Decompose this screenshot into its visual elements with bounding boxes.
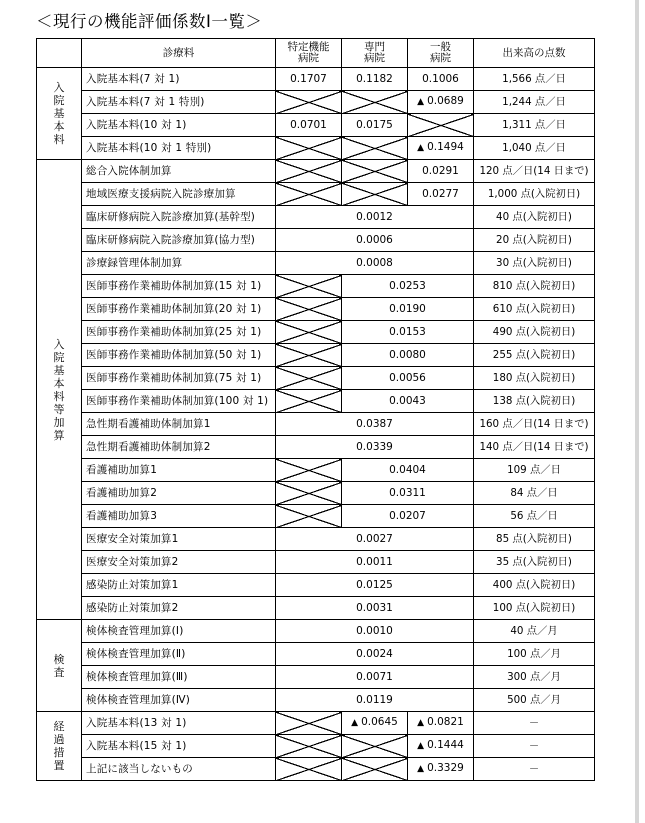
not-applicable-cell [276,91,342,114]
category-cell [37,712,82,781]
value-all: 0.0119 [276,689,474,712]
points-cell: － [474,758,595,781]
row-name: 上記に該当しないもの [82,758,276,781]
table-row [37,390,595,413]
triangle-mark: ▲ [417,143,425,153]
table-row [37,137,595,160]
header-senmon: 専門 病院 [342,39,408,68]
row-name: 入院基本料(7 対 1) [82,68,276,91]
table-row [37,91,595,114]
not-applicable-cell [342,758,408,781]
row-name: 検体検査管理加算(Ⅰ) [82,620,276,643]
not-applicable-cell [276,183,342,206]
value-all: 0.0387 [276,413,474,436]
value-senmon-ippan: 0.0043 [342,390,474,413]
table-row [37,413,595,436]
points-cell: 120 点／日(14 日まで) [474,160,595,183]
not-applicable-cell [276,321,342,344]
triangle-mark: ▲ [417,741,425,751]
table-row [37,528,595,551]
not-applicable-cell [342,735,408,758]
value-all: 0.0008 [276,252,474,275]
value-tokutei: 0.0701 [276,114,342,137]
points-cell: 56 点／日 [474,505,595,528]
table-row [37,689,595,712]
triangle-mark: ▲ [351,718,359,728]
table-row [37,114,595,137]
points-cell: 500 点／月 [474,689,595,712]
table-row [37,252,595,275]
not-applicable-cell [276,712,342,735]
row-name: 医師事務作業補助体制加算(50 対 1) [82,344,276,367]
header-points: 出来高の点数 [474,39,595,68]
table-row [37,551,595,574]
points-cell: 1,244 点／日 [474,91,595,114]
points-cell: 138 点(入院初日) [474,390,595,413]
triangle-mark: ▲ [417,97,425,107]
row-name: 臨床研修病院入院診療加算(協力型) [82,229,276,252]
value-all: 0.0006 [276,229,474,252]
points-cell: － [474,712,595,735]
not-applicable-cell [276,298,342,321]
row-name: 入院基本料(7 対 1 特別) [82,91,276,114]
row-name: 医師事務作業補助体制加算(25 対 1) [82,321,276,344]
not-applicable-cell [276,390,342,413]
points-cell: 20 点(入院初日) [474,229,595,252]
table-row [37,574,595,597]
not-applicable-cell [276,137,342,160]
table-row [37,206,595,229]
row-name: 診療録管理体制加算 [82,252,276,275]
category-label: 検査 [53,652,65,679]
points-cell: 1,311 点／日 [474,114,595,137]
points-cell: 100 点(入院初日) [474,597,595,620]
value-ippan: ▲ 0.1444 [408,735,474,758]
points-cell: 30 点(入院初日) [474,252,595,275]
value-ippan: 0.1006 [408,68,474,91]
not-applicable-cell [276,344,342,367]
value-senmon-ippan: 0.0190 [342,298,474,321]
category-cell [37,160,82,620]
points-cell: 300 点／月 [474,666,595,689]
value-all: 0.0071 [276,666,474,689]
row-name: 医療安全対策加算1 [82,528,276,551]
points-cell: 400 点(入院初日) [474,574,595,597]
points-cell: 490 点(入院初日) [474,321,595,344]
value-all: 0.0125 [276,574,474,597]
not-applicable-cell [408,114,474,137]
points-cell: 1,000 点(入院初日) [474,183,595,206]
value-ippan: 0.0277 [408,183,474,206]
table-row [37,436,595,459]
value-ippan: ▲ 0.3329 [408,758,474,781]
header-category [37,39,82,68]
points-cell: 85 点(入院初日) [474,528,595,551]
table-row [37,758,595,781]
triangle-mark: ▲ [417,764,425,774]
row-name: 医師事務作業補助体制加算(75 対 1) [82,367,276,390]
table-row [37,643,595,666]
not-applicable-cell [276,459,342,482]
value-senmon-ippan: 0.0153 [342,321,474,344]
page-edge [635,0,639,823]
table-row [37,620,595,643]
coefficient-table [36,38,595,781]
not-applicable-cell [276,758,342,781]
category-cell [37,620,82,712]
row-name: 看護補助加算3 [82,505,276,528]
points-cell: 1,566 点／日 [474,68,595,91]
row-name: 急性期看護補助体制加算1 [82,413,276,436]
not-applicable-cell [342,137,408,160]
table-row [37,160,595,183]
value-ippan: ▲ 0.1494 [408,137,474,160]
points-cell: 160 点／日(14 日まで) [474,413,595,436]
points-cell: 1,040 点／日 [474,137,595,160]
value-all: 0.0011 [276,551,474,574]
not-applicable-cell [276,482,342,505]
row-name: 検体検査管理加算(Ⅲ) [82,666,276,689]
points-cell: 109 点／日 [474,459,595,482]
points-cell: 180 点(入院初日) [474,367,595,390]
triangle-mark: ▲ [417,718,425,728]
not-applicable-cell [276,275,342,298]
points-cell: 810 点(入院初日) [474,275,595,298]
row-name: 入院基本料(13 対 1) [82,712,276,735]
points-cell: 35 点(入院初日) [474,551,595,574]
row-name: 入院基本料(10 対 1) [82,114,276,137]
row-name: 医師事務作業補助体制加算(15 対 1) [82,275,276,298]
category-label: 入院基本料 [53,81,65,146]
row-name: 検体検査管理加算(Ⅱ) [82,643,276,666]
row-name: 医療安全対策加算2 [82,551,276,574]
row-name: 看護補助加算1 [82,459,276,482]
value-senmon: ▲ 0.0645 [342,712,408,735]
not-applicable-cell [276,735,342,758]
value-senmon-ippan: 0.0311 [342,482,474,505]
value-senmon-ippan: 0.0404 [342,459,474,482]
not-applicable-cell [276,505,342,528]
value-senmon: 0.1182 [342,68,408,91]
row-name: 入院基本料(10 対 1 特別) [82,137,276,160]
points-cell: 40 点／月 [474,620,595,643]
value-senmon-ippan: 0.0080 [342,344,474,367]
not-applicable-cell [276,160,342,183]
row-name: 感染防止対策加算1 [82,574,276,597]
value-ippan: ▲ 0.0689 [408,91,474,114]
value-all: 0.0010 [276,620,474,643]
value-tokutei: 0.1707 [276,68,342,91]
row-name: 医師事務作業補助体制加算(20 対 1) [82,298,276,321]
value-ippan: 0.0291 [408,160,474,183]
category-cell [37,68,82,160]
value-senmon-ippan: 0.0253 [342,275,474,298]
row-name: 感染防止対策加算2 [82,597,276,620]
not-applicable-cell [342,160,408,183]
value-all: 0.0339 [276,436,474,459]
table-row [37,459,595,482]
header-row [37,39,595,68]
points-cell: 100 点／月 [474,643,595,666]
category-label: 入院基本料等加算 [53,337,65,442]
row-name: 医師事務作業補助体制加算(100 対 1) [82,390,276,413]
table-row [37,735,595,758]
not-applicable-cell [342,183,408,206]
points-cell: 610 点(入院初日) [474,298,595,321]
table-row [37,482,595,505]
value-ippan: ▲ 0.0821 [408,712,474,735]
table-row [37,298,595,321]
value-senmon: 0.0175 [342,114,408,137]
table-row [37,344,595,367]
value-all: 0.0027 [276,528,474,551]
not-applicable-cell [276,367,342,390]
table-row [37,597,595,620]
value-senmon-ippan: 0.0207 [342,505,474,528]
header-tokutei: 特定機能 病院 [276,39,342,68]
row-name: 臨床研修病院入院診療加算(基幹型) [82,206,276,229]
points-cell: 255 点(入院初日) [474,344,595,367]
value-all: 0.0012 [276,206,474,229]
header-ippan: 一般 病院 [408,39,474,68]
points-cell: － [474,735,595,758]
row-name: 看護補助加算2 [82,482,276,505]
page-title: ＜現行の機能評価係数Ⅰ一覧＞ [36,12,263,31]
table-row [37,68,595,91]
row-name: 入院基本料(15 対 1) [82,735,276,758]
value-all: 0.0024 [276,643,474,666]
not-applicable-cell [342,91,408,114]
points-cell: 40 点(入院初日) [474,206,595,229]
table-row [37,712,595,735]
table-row [37,321,595,344]
points-cell: 140 点／日(14 日まで) [474,436,595,459]
value-all: 0.0031 [276,597,474,620]
table-row [37,275,595,298]
row-name: 検体検査管理加算(Ⅳ) [82,689,276,712]
row-name: 地域医療支援病院入院診療加算 [82,183,276,206]
row-name: 急性期看護補助体制加算2 [82,436,276,459]
value-senmon-ippan: 0.0056 [342,367,474,390]
points-cell: 84 点／日 [474,482,595,505]
category-label: 経過措置 [53,720,65,772]
table-row [37,666,595,689]
header-name: 診療料 [82,39,276,68]
table-row [37,183,595,206]
row-name: 総合入院体制加算 [82,160,276,183]
table-row [37,229,595,252]
table-row [37,367,595,390]
table-row [37,505,595,528]
